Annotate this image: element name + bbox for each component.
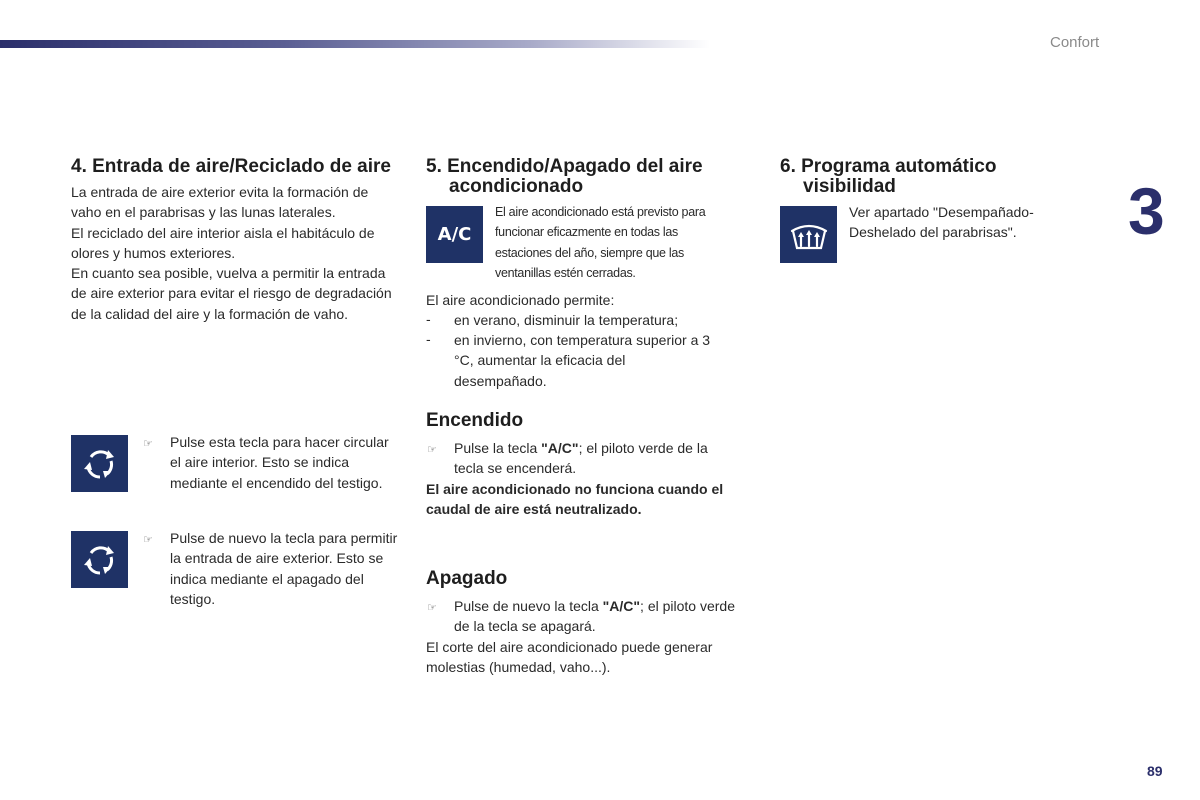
chapter-number: 3: [1128, 174, 1165, 248]
heading-on: Encendido: [426, 410, 524, 431]
page-number: 89: [1147, 763, 1163, 779]
step-text: ; el piloto verde de la tecla se apagará.: [454, 598, 735, 635]
paragraph: El reciclado del aire interior aisla el habitáculo de olores y humos exteriores.: [71, 224, 375, 261]
paragraph: En cuanto sea posible, vuelva a permitir la entrada de aire exterior para evitar el riesgo de degradación de la calidad del aire y la formación de vaho.: [71, 265, 392, 322]
ac-icon: A/C: [437, 224, 472, 245]
list-dash: -: [426, 331, 431, 347]
visibility-text: Ver apartado "Desempañado-Deshelado del parabrisas".: [849, 204, 1034, 241]
step-text: Pulse la tecla: [454, 440, 542, 456]
column-air-conditioning: [426, 157, 756, 197]
recirculation-step-on: Pulse esta tecla para hacer circular el aire interior. Esto se indica mediante el encendido del testigo.: [170, 434, 389, 491]
section-title-air-intake: 4. Entrada de aire/Reciclado de aire: [71, 156, 391, 177]
column-visibility: [780, 157, 1070, 197]
visibility-button-image: [780, 206, 837, 263]
step-text: Pulse de nuevo la tecla: [454, 598, 603, 614]
recirculation-button-image-2: [71, 531, 128, 588]
step-text: ; el piloto verde de la tecla se encenderá.: [454, 440, 708, 477]
section-label: Confort: [1050, 34, 1100, 51]
column-air-intake: [71, 157, 401, 324]
list-dash: -: [426, 311, 431, 327]
recirculation-step-off: Pulse de nuevo la tecla para permitir la entrada de aire exterior. Esto se indica mediante el apagado del testigo.: [170, 530, 398, 607]
air-intake-description: [71, 182, 401, 324]
step-pointer-icon: ☞: [427, 444, 437, 456]
step-pointer-icon: ☞: [427, 602, 437, 614]
ac-intro: El aire acondicionado está previsto para funcionar eficazmente en todas las estaciones del año, siempre que las ventanillas estén cerradas.: [495, 205, 706, 280]
windshield-defrost-icon: [789, 218, 829, 252]
step-pointer-icon: ☞: [143, 534, 153, 546]
ac-permits-lead: El aire acondicionado permite:: [426, 292, 615, 308]
paragraph: La entrada de aire exterior evita la formación de vaho en el parabrisas y las lunas laterales.: [71, 184, 369, 221]
ac-on-step: [454, 438, 739, 479]
ac-key-label: "A/C": [602, 598, 641, 614]
ac-key-label: "A/C": [541, 440, 579, 456]
ac-warning: El aire acondicionado no funciona cuando el caudal de aire está neutralizado.: [426, 481, 724, 518]
ac-off-step: [454, 596, 739, 637]
section-title-visibility: 6. Programa automático visibilidad: [780, 156, 997, 197]
recirculation-button-image: [71, 435, 128, 492]
recirculation-icon: [81, 445, 119, 483]
step-pointer-icon: ☞: [143, 438, 153, 450]
recirculation-icon: [81, 541, 119, 579]
heading-off: Apagado: [426, 568, 508, 589]
section-title-air-conditioning: 5. Encendido/Apagado del aire acondicionado: [426, 156, 703, 197]
ac-permit-summer: en verano, disminuir la temperatura;: [454, 312, 679, 328]
ac-permit-winter: en invierno, con temperatura superior a 3 °C, aumentar la eficacia del desempañado.: [454, 332, 711, 389]
ac-off-note: El corte del aire acondicionado puede generar molestias (humedad, vaho...).: [426, 639, 713, 676]
ac-button-image: [426, 206, 483, 263]
header-gradient-bar: [0, 40, 710, 48]
